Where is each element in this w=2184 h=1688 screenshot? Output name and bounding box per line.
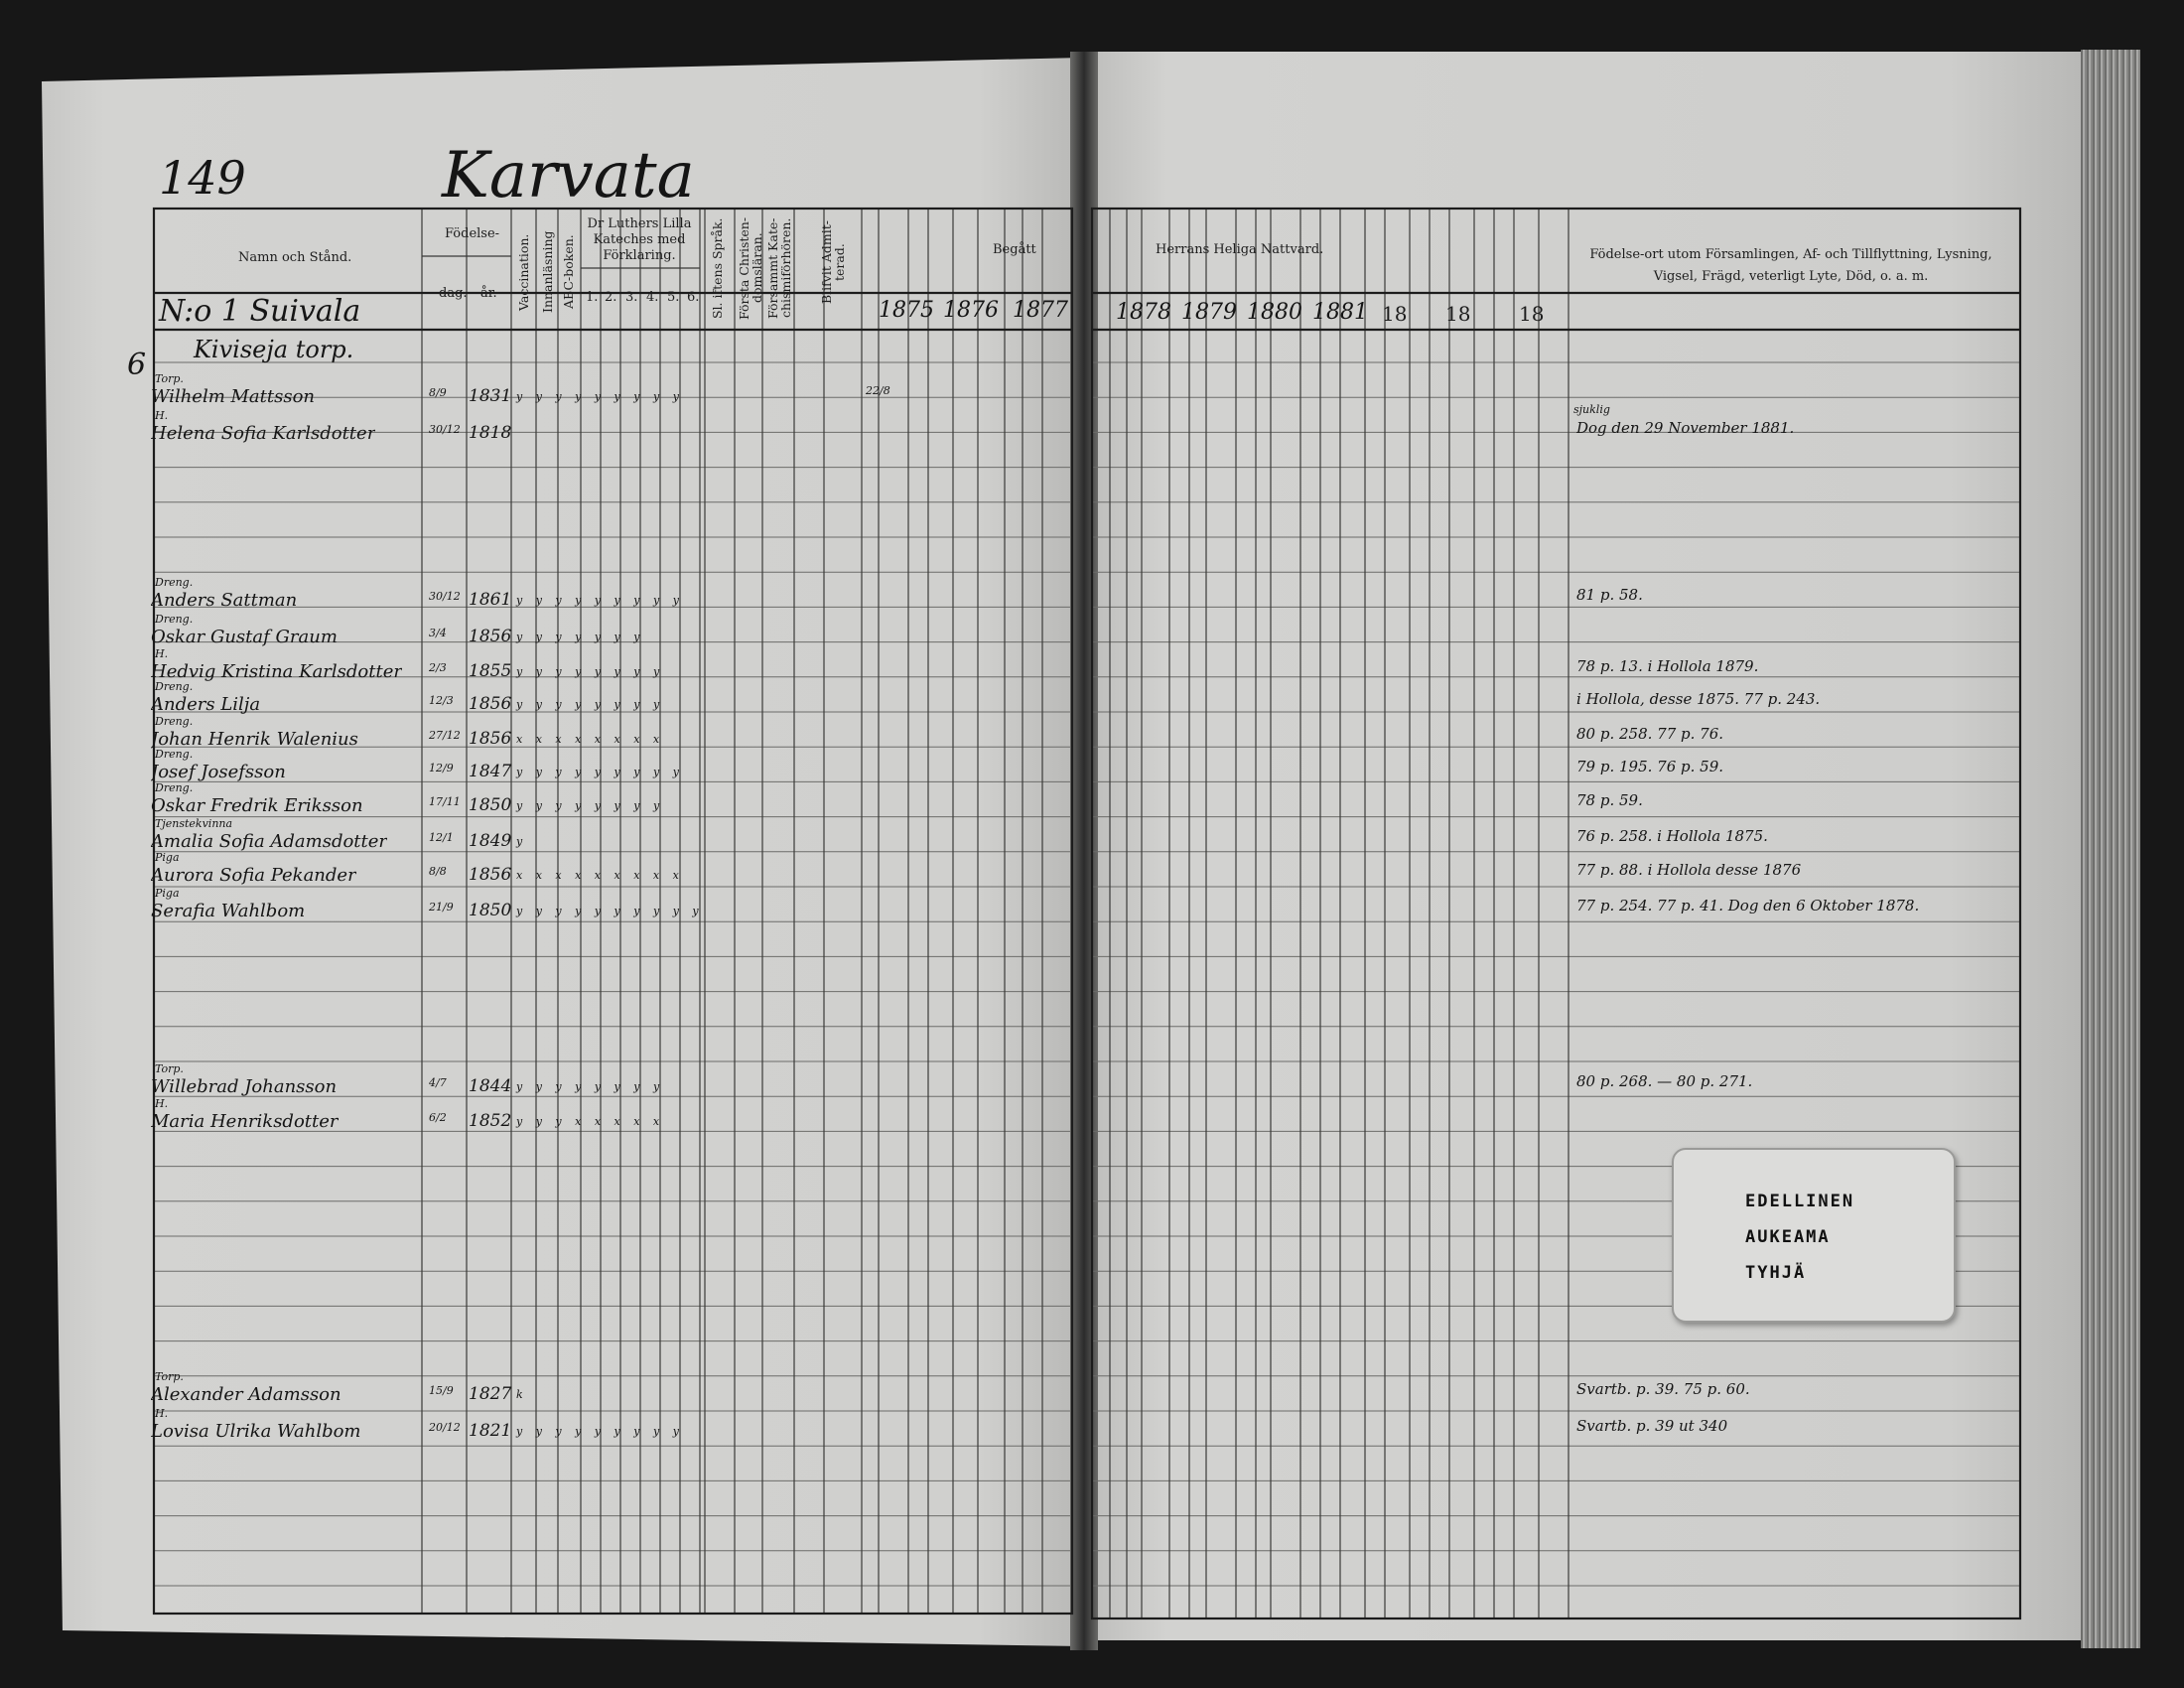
entry-remark: Svartb. p. 39 ut 340 xyxy=(1576,1417,1728,1435)
entry-name: Helena Sofia Karlsdotter xyxy=(151,423,376,444)
year-1881: 1881 xyxy=(1312,300,1368,325)
entry-remark: Dog den 29 November 1881. xyxy=(1576,419,1795,437)
entry-birth-day: 30/12 xyxy=(429,590,461,603)
entry-marks: y y y y y y y y y xyxy=(516,1425,684,1438)
entry-birth-day: 17/11 xyxy=(429,795,461,808)
entry-remark: 76 p. 258. i Hollola 1875. xyxy=(1576,827,1768,845)
entry-birth-year: 1831 xyxy=(469,386,512,406)
year-18-b: 18 xyxy=(1445,302,1471,326)
household-number: 6 xyxy=(127,348,147,382)
entry-role: Torp. xyxy=(155,372,184,385)
entry-name: Anders Lilja xyxy=(151,694,261,715)
entry-birth-year: 1827 xyxy=(469,1384,512,1404)
entry-marks: k xyxy=(516,1388,528,1401)
entry-birth-year: 1847 xyxy=(469,762,512,781)
header-birth: Födelse- xyxy=(445,226,500,241)
year-1878: 1878 xyxy=(1116,300,1171,325)
entry-birth-year: 1861 xyxy=(469,590,512,610)
page-number: 149 xyxy=(159,151,246,205)
entry-birth-year: 1821 xyxy=(469,1421,512,1441)
header-birth-year: år. xyxy=(480,286,497,301)
entry-marks: y y y y y y y y y xyxy=(516,594,684,607)
entry-role: Dreng. xyxy=(155,715,194,728)
stamp-line-1: EDELLINEN xyxy=(1745,1192,1855,1211)
section-title: N:o 1 Suivala xyxy=(159,294,361,329)
entry-role: Tjenstekvinna xyxy=(155,817,233,830)
entry-remark-pre: sjuklig xyxy=(1573,403,1610,416)
entry-remark: Svartb. p. 39. 75 p. 60. xyxy=(1576,1380,1750,1398)
entry-name: Alexander Adamsson xyxy=(151,1384,341,1405)
entry-name: Johan Henrik Walenius xyxy=(151,729,358,750)
header-admitted: Blifvit Admit-terad. xyxy=(819,220,847,304)
entry-birth-day: 4/7 xyxy=(429,1076,447,1089)
header-survey: Försammt Kate-chismiförhören. xyxy=(765,217,793,319)
entry-birth-day: 8/9 xyxy=(429,386,447,399)
entry-name: Hedvig Kristina Karlsdotter xyxy=(151,661,402,682)
stamp-line-2: AUKEAMA xyxy=(1745,1227,1831,1247)
entry-role: Torp. xyxy=(155,1370,184,1383)
entry-birth-year: 1856 xyxy=(469,694,512,714)
entry-marks: y y y y y y y y y y xyxy=(516,905,704,917)
year-1876: 1876 xyxy=(943,298,999,323)
header-cat-3: 3. xyxy=(625,290,638,305)
entry-birth-day: 2/3 xyxy=(429,661,447,674)
household-title: Kiviseja torp. xyxy=(194,336,354,363)
entry-birth-day: 6/2 xyxy=(429,1111,447,1124)
entry-name: Anders Sattman xyxy=(151,590,298,611)
entry-name: Oskar Gustaf Graum xyxy=(151,627,338,647)
entry-role: H. xyxy=(155,1097,169,1110)
entry-marks: y y y y y y y y xyxy=(516,698,665,711)
entry-birth-day: 3/4 xyxy=(429,627,447,639)
entry-name: Wilhelm Mattsson xyxy=(151,386,316,407)
entry-birth-day: 8/8 xyxy=(429,865,447,878)
empty-spread-stamp xyxy=(1672,1148,1956,1323)
entry-birth-year: 1844 xyxy=(469,1076,512,1096)
header-name: Namn och Stånd. xyxy=(238,250,352,265)
entry-role: Dreng. xyxy=(155,748,194,761)
entry-birth-year: 1850 xyxy=(469,901,512,920)
entry-name: Serafia Wahlbom xyxy=(151,901,306,921)
header-catechism: Dr Luthers Lilla Kateches med Förklaring. xyxy=(587,216,692,263)
header-cat-1: 1. xyxy=(586,290,599,305)
entry-name: Maria Henriksdotter xyxy=(151,1111,339,1132)
entry-birth-day: 30/12 xyxy=(429,423,461,436)
entry-remark: 77 p. 254. 77 p. 41. Dog den 6 Oktober 1878. xyxy=(1576,897,1920,914)
entry-role: Piga xyxy=(155,887,180,900)
entry-birth-year: 1856 xyxy=(469,729,512,749)
header-abc: ABC-boken. xyxy=(561,234,576,310)
header-cat-4: 4. xyxy=(646,290,659,305)
header-begatt: Begått xyxy=(993,242,1036,257)
entry-birth-day: 21/9 xyxy=(429,901,454,914)
entry-remark: 79 p. 195. 76 p. 59. xyxy=(1576,758,1724,775)
entry-role: Piga xyxy=(155,851,180,864)
village-title: Karvata xyxy=(442,139,695,212)
entry-marks: y y y y y y y y xyxy=(516,665,665,678)
year-18-a: 18 xyxy=(1382,302,1408,326)
entry-marks: y y y x x x x x xyxy=(516,1115,665,1128)
entry-birth-year: 1856 xyxy=(469,627,512,646)
entry-role: Dreng. xyxy=(155,576,194,589)
entry-name: Willebrad Johansson xyxy=(151,1076,338,1097)
entry-birth-day: 12/9 xyxy=(429,762,454,774)
entry-birth-year: 1849 xyxy=(469,831,512,851)
entry-birth-day: 12/1 xyxy=(429,831,454,844)
entry-birth-day: 20/12 xyxy=(429,1421,461,1434)
year-1875: 1875 xyxy=(879,298,934,323)
year-1877: 1877 xyxy=(1013,298,1068,323)
entry-role: H. xyxy=(155,647,169,660)
entry-role: Torp. xyxy=(155,1062,184,1075)
entry-name: Amalia Sofia Adamsdotter xyxy=(151,831,388,852)
entry-remark: i Hollola, desse 1875. 77 p. 243. xyxy=(1576,690,1821,708)
entry-birth-year: 1850 xyxy=(469,795,512,815)
entry-remark: 81 p. 58. xyxy=(1576,586,1643,604)
header-first-christ: Första Christen-domsläran. xyxy=(737,216,764,320)
entry-role: H. xyxy=(155,1407,169,1420)
entry-marks: x x x x x x x x x xyxy=(516,869,684,882)
entry-marks: y y y y y y y y y xyxy=(516,390,684,403)
entry-role: H. xyxy=(155,409,169,422)
year-18-c: 18 xyxy=(1519,302,1545,326)
header-remarks: Födelse-ort utom Församlingen, Af- och Tillflyttning, Lysning, Vigsel, Frägd, veterligt Lyte, Död, o. a. m. xyxy=(1589,247,1992,284)
header-cat-2: 2. xyxy=(605,290,617,305)
entry-birth-day: 27/12 xyxy=(429,729,461,742)
entry-birth-year: 1852 xyxy=(469,1111,512,1131)
entry-marks: y y y y y y y y xyxy=(516,1080,665,1093)
entry-remark: 78 p. 13. i Hollola 1879. xyxy=(1576,657,1759,675)
header-reading: Innanläsning xyxy=(540,230,555,314)
header-birth-day: dag. xyxy=(439,286,468,301)
entry-role: Dreng. xyxy=(155,613,194,626)
entry-role: Dreng. xyxy=(155,680,194,693)
entry-name: Lovisa Ulrika Wahlbom xyxy=(151,1421,361,1442)
entry-birth-day: 12/3 xyxy=(429,694,454,707)
entry-birth-year: 1856 xyxy=(469,865,512,885)
entry-marks: x x x x x x x x xyxy=(516,733,665,746)
header-cat-5: 5. xyxy=(667,290,680,305)
entry-remark: 80 p. 268. — 80 p. 271. xyxy=(1576,1072,1753,1090)
year-1879: 1879 xyxy=(1181,300,1237,325)
entry-marks: y xyxy=(516,835,528,848)
entry-birth-day: 15/9 xyxy=(429,1384,454,1397)
entry-marks: y y y y y y y y y xyxy=(516,766,684,778)
stamp-line-3: TYHJÄ xyxy=(1745,1263,1807,1283)
header-bible: Sl. iftens Språk. xyxy=(710,217,725,319)
year-1880: 1880 xyxy=(1247,300,1302,325)
entry-remark: 80 p. 258. 77 p. 76. xyxy=(1576,725,1724,743)
entry-remark: 77 p. 88. i Hollola desse 1876 xyxy=(1576,861,1802,879)
entry-birth-year: 1855 xyxy=(469,661,512,681)
entry-name: Oskar Fredrik Eriksson xyxy=(151,795,363,816)
entry-remark: 78 p. 59. xyxy=(1576,791,1643,809)
header-communion: Herrans Heliga Nattvard. xyxy=(1156,242,1324,257)
entry-birth-year: 1818 xyxy=(469,423,512,443)
entry-name: Aurora Sofia Pekander xyxy=(151,865,356,886)
entry-marks: y y y y y y y xyxy=(516,631,645,643)
entry-name: Josef Josefsson xyxy=(151,762,286,782)
header-cat-6: 6. xyxy=(687,290,700,305)
entry-marks: y y y y y y y y xyxy=(516,799,665,812)
header-vaccination: Vaccination. xyxy=(516,233,531,311)
entry-admitted: 22/8 xyxy=(866,384,890,397)
entry-role: Dreng. xyxy=(155,781,194,794)
